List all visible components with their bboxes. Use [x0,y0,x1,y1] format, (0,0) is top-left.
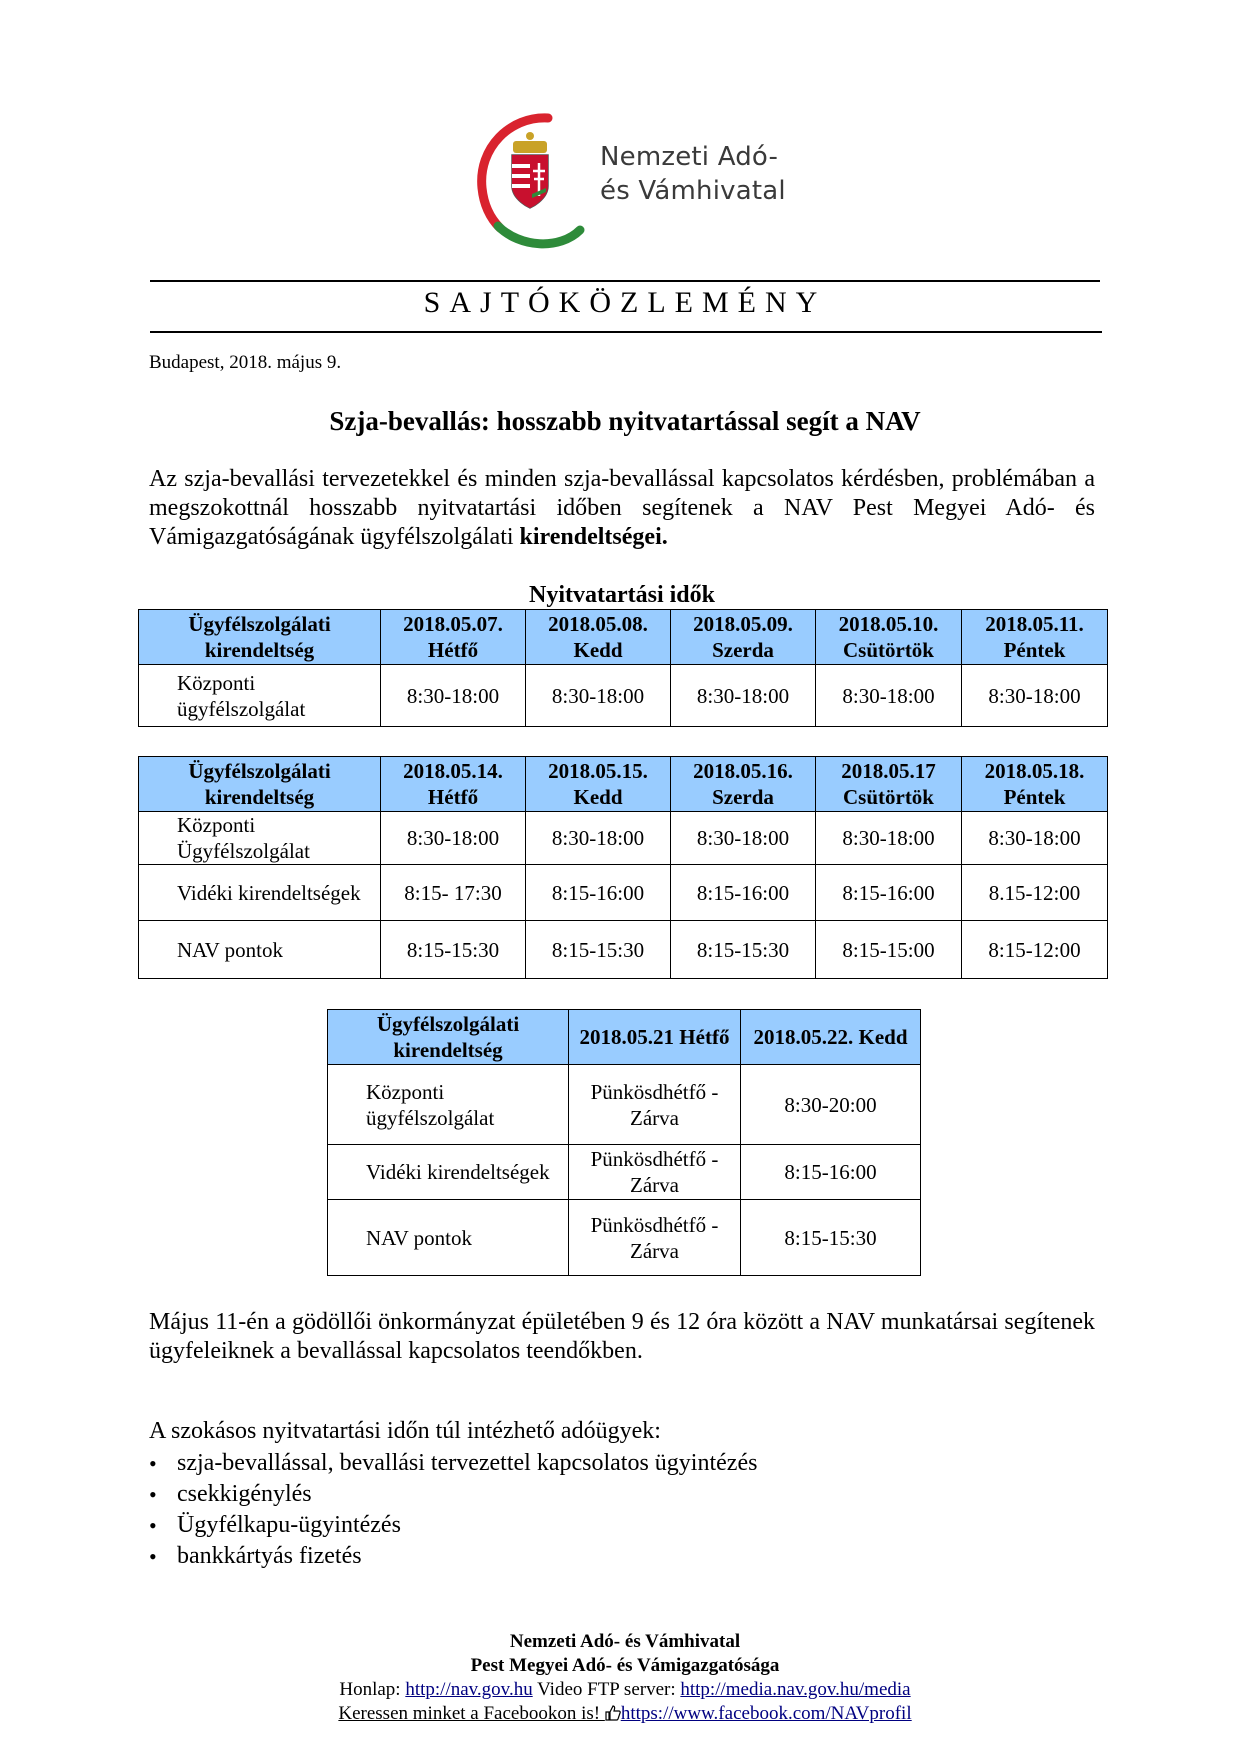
header-cell-day: 2018.05.08. Kedd [526,610,671,665]
header-cell-day: 2018.05.10. Csütörtök [816,610,962,665]
thumbs-up-icon [605,1705,621,1721]
header-cell-day: 2018.05.07. Hétfő [381,610,526,665]
list-item: • csekkigénylés [149,1479,757,1510]
hours-cell: 8:30-18:00 [962,812,1108,865]
table-header-row [139,757,1108,812]
hours-table-week-1 [138,609,1108,727]
logo-line-1: Nemzeti Adó- [600,142,779,172]
office-cell: NAV pontok [328,1200,569,1276]
hours-cell: 8:30-18:00 [526,812,671,865]
hours-cell: 8:30-18:00 [671,665,816,727]
facebook-link[interactable]: https://www.facebook.com/NAVprofil [620,1703,912,1724]
table-row [139,665,1108,727]
header-cell-day: 2018.05.11. Péntek [962,610,1108,665]
hours-cell: 8:15-12:00 [962,921,1108,979]
header-cell-office: Ügyfélszolgálati kirendeltség [328,1010,569,1065]
bottom-rule [150,331,1102,333]
intro-text: Az szja-bevallási tervezetekkel és minden szja-bevallással kapcsolatos kérdésben, problémában a megszokottnál hosszabb nyitvatartási időben segítenek a NAV Pest Megyei Adó- és Vámigazgatóságának ügyfélszolgálati [149,466,1095,550]
headline: Szja-bevallás: hosszabb nyitvatartással segít a NAV [329,406,921,436]
footer-facebook-line [150,1702,1100,1726]
homepage-label: Honlap: [339,1679,406,1700]
intro-bold: kirendeltségei. [519,524,668,550]
tables-caption: Nyitvatartási idők [529,582,715,608]
hours-table-week-2 [138,756,1108,979]
office-cell: Központi ügyfélszolgálat [328,1065,569,1145]
hours-cell: 8:30-18:00 [816,812,962,865]
table-row [139,812,1108,865]
header-cell-day: 2018.05.21 Hétfő [569,1010,741,1065]
header-cell-office: Ügyfélszolgálati kirendeltség [139,610,381,665]
table-row [328,1200,921,1276]
table-header-row [139,610,1108,665]
nav-emblem-icon [470,108,590,258]
hours-cell: Pünkösdhétfő - Zárva [569,1200,741,1276]
hours-table-week-3 [327,1009,921,1276]
table-row [328,1145,921,1200]
office-cell: Központi ügyfélszolgálat [139,665,381,727]
office-cell: NAV pontok [139,921,381,979]
hours-cell: 8:15- 17:30 [381,865,526,921]
date-line: Budapest, 2018. május 9. [149,352,342,373]
hours-cell: 8:30-18:00 [381,665,526,727]
hours-cell: 8:15-16:00 [816,865,962,921]
hours-cell: Pünkösdhétfő - Zárva [569,1145,741,1200]
godollo-paragraph: Május 11-én a gödöllői önkormányzat épületében 9 és 12 óra között a NAV munkatársai segítenek ügyfeleiknek a bevallással kapcsolatos teendőkben. [149,1309,1095,1364]
hours-cell: 8:30-18:00 [671,812,816,865]
hours-cell: Pünkösdhétfő - Zárva [569,1065,741,1145]
header-cell-day: 2018.05.15. Kedd [526,757,671,812]
header-cell-day: 2018.05.16. Szerda [671,757,816,812]
hours-cell: 8:15-16:00 [671,865,816,921]
hours-cell: 8:30-18:00 [526,665,671,727]
table-row [328,1065,921,1145]
header-cell-day: 2018.05.09. Szerda [671,610,816,665]
office-cell: Vidéki kirendeltségek [139,865,381,921]
ftp-link[interactable]: http://media.nav.gov.hu/media [680,1679,911,1700]
hours-cell: 8:30-18:00 [962,665,1108,727]
table-header-row [328,1010,921,1065]
homepage-link[interactable]: http://nav.gov.hu [405,1679,533,1700]
logo-wordmark [600,140,786,208]
header-cell-office: Ügyfélszolgálati kirendeltség [139,757,381,812]
table-row [139,921,1108,979]
header-cell-day: 2018.05.17 Csütörtök [816,757,962,812]
office-cell: Vidéki kirendeltségek [328,1145,569,1200]
hours-cell: 8:15-16:00 [741,1145,921,1200]
footer-org-line-2: Pest Megyei Adó- és Vámigazgatósága [470,1655,780,1676]
intro-paragraph [149,465,1095,552]
list-item: • szja-bevallással, bevallási tervezettel kapcsolatos ügyintézés [149,1448,757,1479]
hours-cell: 8.15-12:00 [962,865,1108,921]
after-hours-title: A szokásos nyitvatartási időn túl intézhető adóügyek: [149,1418,661,1444]
header-cell-day: 2018.05.14. Hétfő [381,757,526,812]
logo-line-2: és Vámhivatal [600,176,786,206]
header-cell-day: 2018.05.18. Péntek [962,757,1108,812]
services-list [149,1448,757,1572]
facebook-label: Keressen minket a Facebookon is! [338,1703,605,1724]
hours-cell: 8:15-15:30 [741,1200,921,1276]
ftp-label: Video FTP server: [532,1679,681,1700]
hours-cell: 8:30-20:00 [741,1065,921,1145]
nav-logo [470,108,800,258]
hours-cell: 8:15-15:30 [671,921,816,979]
list-item: • Ügyfélkapu-ügyintézés [149,1510,757,1541]
header-cell-day: 2018.05.22. Kedd [741,1010,921,1065]
footer-links-line [150,1678,1100,1702]
hours-cell: 8:15-16:00 [526,865,671,921]
list-item: • bankkártyás fizetés [149,1541,757,1572]
hours-cell: 8:30-18:00 [381,812,526,865]
table-row [139,865,1108,921]
top-rule [150,280,1100,282]
footer-org-line-1: Nemzeti Adó- és Vámhivatal [509,1631,741,1652]
hours-cell: 8:15-15:00 [816,921,962,979]
hours-cell: 8:30-18:00 [816,665,962,727]
office-cell: Központi Ügyfélszolgálat [139,812,381,865]
hours-cell: 8:15-15:30 [381,921,526,979]
footer [150,1630,1100,1726]
document-type-title: SAJTÓKÖZLEMÉNY [423,286,827,319]
hours-cell: 8:15-15:30 [526,921,671,979]
